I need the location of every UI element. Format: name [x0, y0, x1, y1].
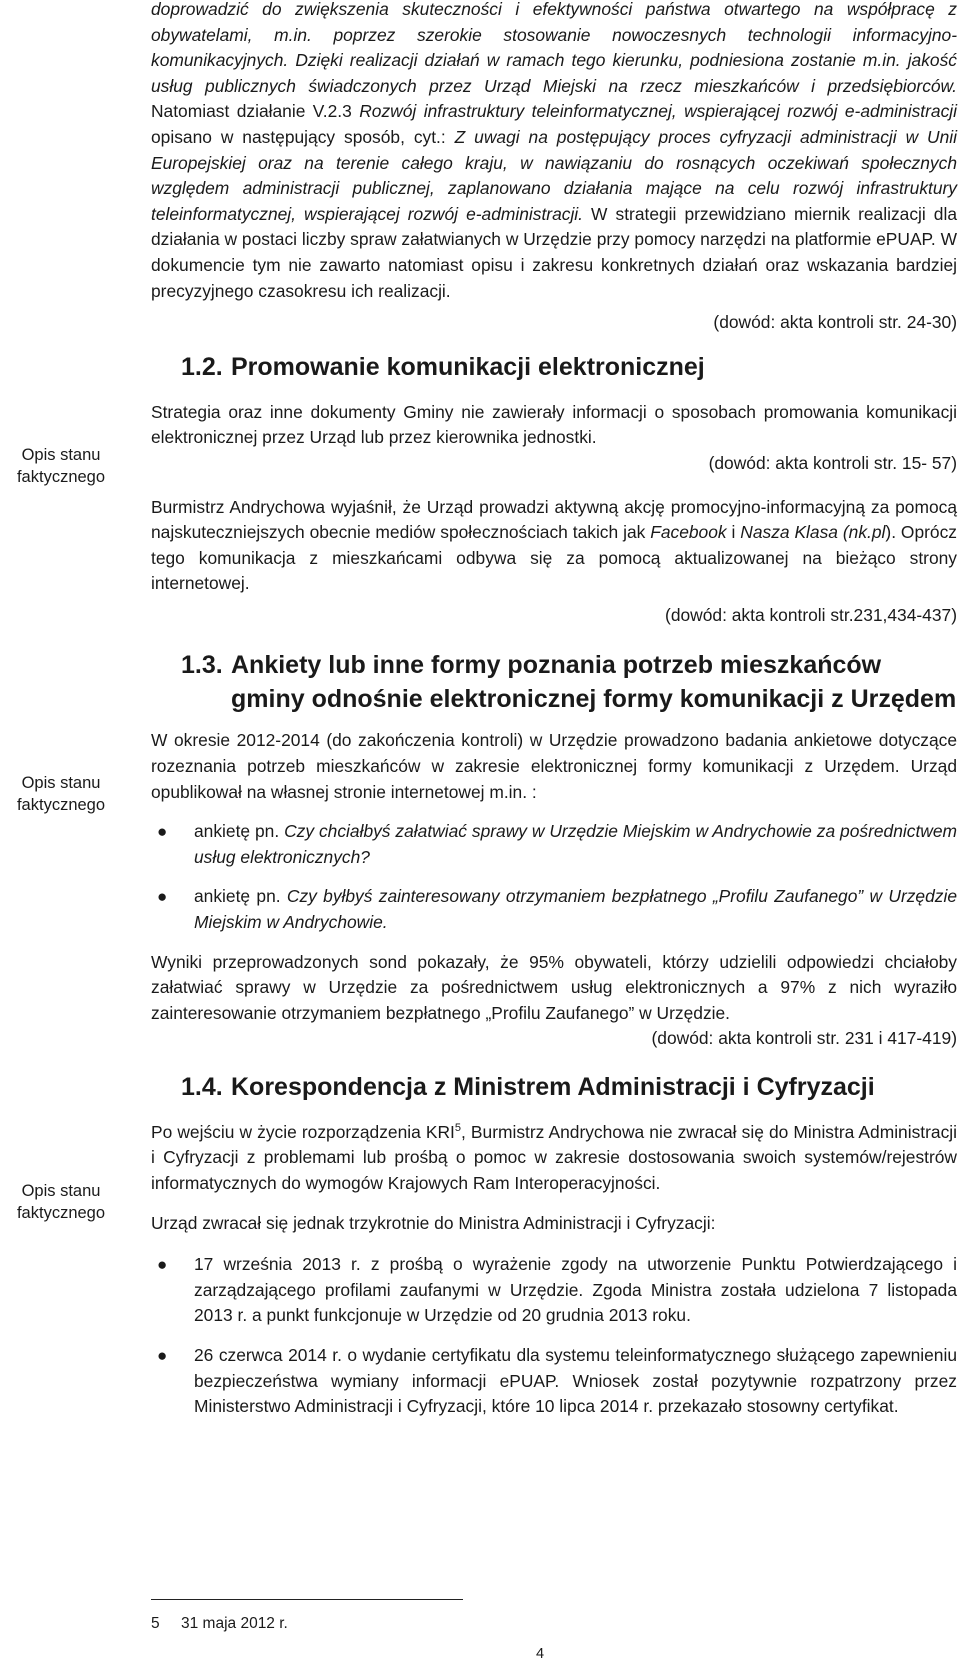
evidence-note: (dowód: akta kontroli str. 24-30) [713, 312, 957, 333]
bullet-icon: ● [157, 887, 168, 907]
paragraph-text: i [726, 522, 741, 543]
list-item-text: 26 czerwca 2014 r. o wydanie certyfikatu dla systemu teleinformatycznego służącego zapewnieniu bezpieczeństwa wymiany informacji ePUAP. Wniosek został pozytywnie rozpatrzony przez Ministerstwo Administracji i Cyfryzacji, które 10 lipca 2014 r. przekazało stosowny certyfikat. [194, 1344, 957, 1417]
intro-paragraph [151, 0, 957, 304]
section-heading [151, 648, 957, 716]
margin-note-1: Opis stanu faktycznego [16, 446, 106, 486]
intro-italic-text: doprowadzić do zwiększenia skuteczności i efektywności państwa otwartego na współpracę z obywatelami, m.in. poprzez szerokie stosowanie nowoczesnych technologii informacyjno-komunikacyjnych. Dzięki realizacji działań w ramach tego kierunku, podniesiona zostanie m.in. jakość usług publicznych świadczonych przez Urząd Miejski na rzecz mieszkańców i przedsiębiorców. [151, 0, 957, 96]
paragraph-text: Po wejściu w życie rozporządzenia KRI [151, 1121, 455, 1142]
section-number: 1.4. [181, 1073, 223, 1101]
list-item [151, 1343, 957, 1420]
paragraph-italic-text: Nasza Klasa (nk.pl [740, 522, 886, 543]
intro-text-1: Natomiast działanie V.2.3 [151, 101, 360, 122]
section-paragraph: Strategia oraz inne dokumenty Gminy nie zawierały informacji o sposobach promowania komunikacji elektronicznej przez Urząd lub przez kierownika jednostki. [151, 401, 957, 448]
section-paragraph: Urząd zwracał się jednak trzykrotnie do Ministra Administracji i Cyfryzacji: [151, 1212, 716, 1233]
footnote-number: 5 [151, 1615, 160, 1632]
bullet-icon: ● [157, 822, 168, 842]
list-item-lead: ankietę pn. [194, 821, 285, 842]
bullet-icon: ● [157, 1345, 168, 1365]
intro-text-2: opisano w następujący sposób, cyt.: [151, 126, 455, 147]
paragraph-text: , Burmistrz Andrychowa nie zwracał się do Ministra Administracji i Cyfryzacji z problemami lub prośbą o pomoc w zakresie dostosowania swoich systemów/rejestrów informatycznych do wymogów Krajowych Ram Interoperacyjności. [151, 1121, 958, 1193]
list-item-italic: Czy chciałbyś załatwiać sprawy w Urzędzie Miejskim w Andrychowie za pośrednictwem usług elektronicznych? [194, 821, 957, 867]
list-item-italic: Czy byłbyś zainteresowany otrzymaniem bezpłatnego „Profilu Zaufanego” w Urzędzie Miejskim w Andrychowie. [194, 886, 957, 933]
section-heading [151, 1070, 957, 1104]
list-item [151, 884, 957, 935]
section-paragraph: Wyniki przeprowadzonych sond pokazały, że 95% obywateli, którzy udzielili odpowiedzi chciałoby załatwiać sprawy w Urzędzie za pośrednictwem usług elektronicznych a 97% z nich wyraziło zainteresowanie otrzymaniem bezpłatnego „Profilu Zaufanego” w Urzędzie. [151, 951, 957, 1023]
margin-note-2: Opis stanu faktycznego [16, 774, 106, 814]
evidence-note: (dowód: akta kontroli str.231,434-437) [665, 604, 957, 625]
footnote-text: 31 maja 2012 r. [181, 1615, 288, 1632]
margin-note-3: Opis stanu faktycznego [16, 1182, 106, 1222]
section-title: Korespondencja z Ministrem Administracji i Cyfryzacji [231, 1073, 875, 1101]
evidence-note: (dowód: akta kontroli str. 231 i 417-419) [651, 1028, 957, 1049]
section-paragraph [151, 1116, 957, 1197]
section-number: 1.3. [181, 651, 223, 680]
section-paragraph [151, 495, 957, 597]
list-item-text: 17 września 2013 r. z prośbą o wyrażenie zgody na utworzenie Punktu Potwierdzającego i zarządzającego profilami zaufanymi w Urzędzie. Zgoda Ministra została udzielona 7 listopada 2013 r. a punkt funkcjonuje w Urzędzie od 20 grudnia 2013 roku. [194, 1254, 957, 1326]
survey-list [151, 819, 957, 935]
list-item [151, 819, 957, 870]
bullet-icon: ● [157, 1255, 168, 1275]
footnote-reference[interactable]: 5 [454, 1122, 461, 1134]
section-title: Ankiety lub inne formy poznania potrzeb mieszkańców [231, 651, 882, 680]
section-number: 1.2. [181, 352, 223, 381]
correspondence-list [151, 1252, 957, 1420]
section-heading [151, 350, 957, 384]
list-item [151, 1252, 957, 1329]
section-title-line2: gminy odnośnie elektronicznej formy komunikacji z Urzędem [231, 685, 957, 714]
footnote [151, 1615, 288, 1633]
page-content [151, 0, 957, 1420]
intro-italic-text-2: Rozwój infrastruktury teleinformatycznej, wspierającej rozwój e-administracji [359, 101, 957, 122]
footnote-separator [151, 1599, 463, 1600]
paragraph-text: ). Oprócz tego komunikacja z mieszkańcami odbywa się za pomocą aktualizowanej na bieżąco strony internetowej. [151, 522, 957, 594]
evidence-note: (dowód: akta kontroli str. 15- 57) [708, 452, 957, 473]
paragraph-italic-text: Facebook [650, 522, 727, 543]
section-title: Promowanie komunikacji elektronicznej [231, 352, 705, 381]
page-number: 4 [535, 1646, 545, 1662]
list-item-lead: ankietę pn. [194, 886, 287, 907]
paragraph-text: Burmistrz Andrychowa wyjaśnił, że Urząd prowadzi aktywną akcję promocyjno-informacyjną za pomocą najskuteczniejszych obecnie mediów społecznościach takich jak [151, 496, 957, 543]
intro-text-3: W strategii przewidziano miernik realizacji dla działania w postaci liczby spraw załatwianych w Urzędzie przy pomocy narzędzi na platformie ePUAP. W dokumencie tym nie zawarto natomiast opisu i zakresu konkretnych działań oraz wskazania bardziej precyzyjnego czasokresu ich realizacji. [151, 203, 957, 301]
intro-italic-quote: Z uwagi na postępujący proces cyfryzacji administracji w Unii Europejskiej oraz na terenie całego kraju, w nawiązaniu do rosnących oczekiwań społecznych względem administracji publicznej, zaplanowano działania mające na celu rozwój infrastruktury teleinformatycznej, wspierającej rozwój e-administracji. [151, 126, 957, 224]
section-paragraph: W okresie 2012-2014 (do zakończenia kontroli) w Urzędzie prowadzono badania ankietowe dotyczące rozeznania potrzeb mieszkańców w zakresie elektronicznej formy komunikacji z Urzędem. Urząd opublikował na własnej stronie internetowej m.in. : [151, 730, 957, 802]
